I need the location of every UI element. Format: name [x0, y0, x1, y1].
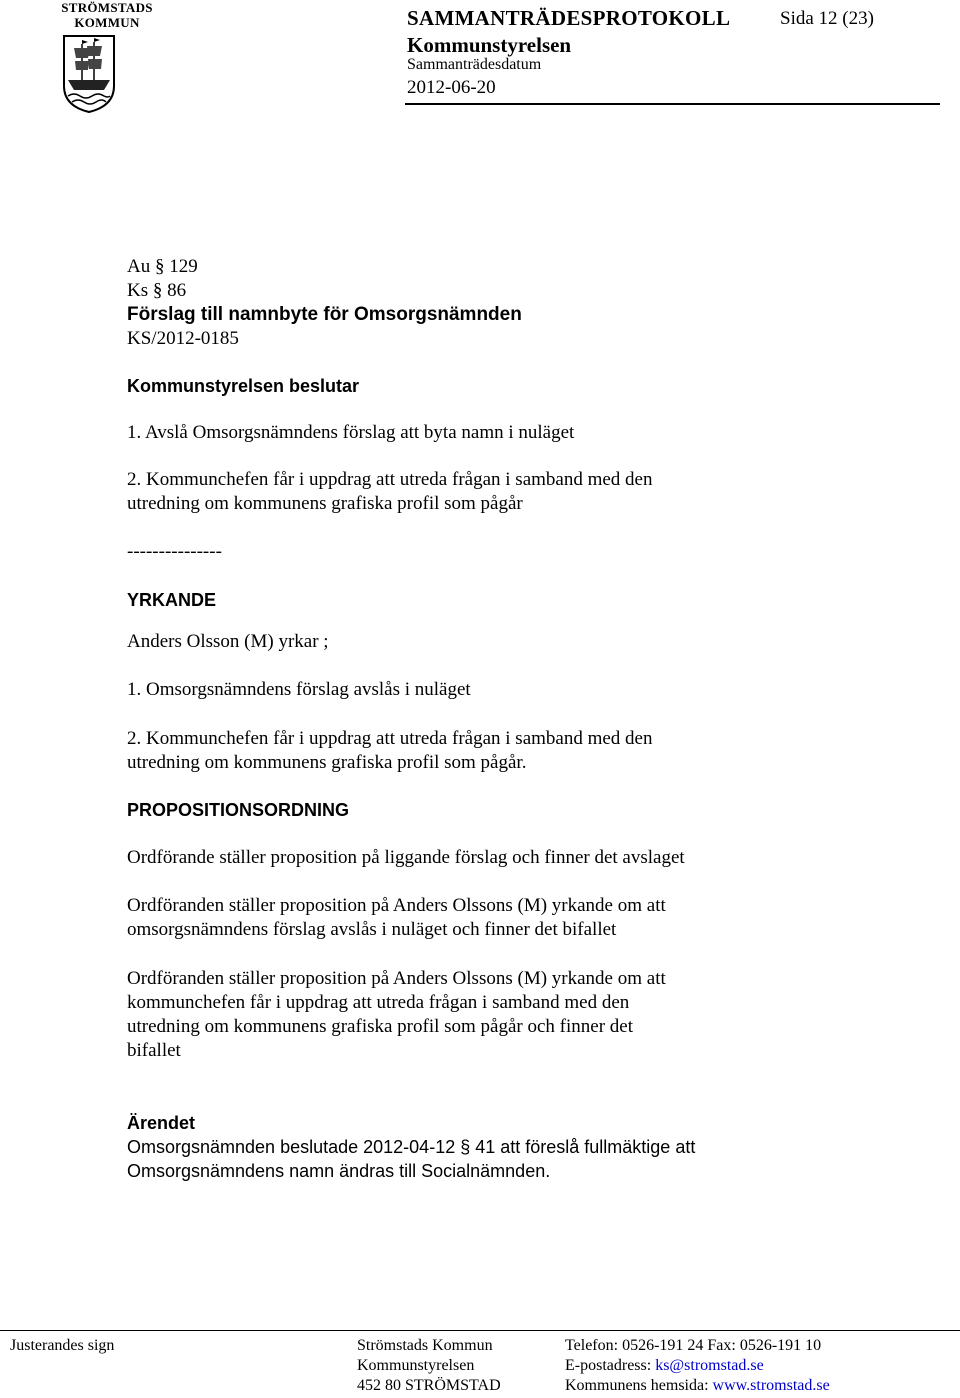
header-divider: [405, 103, 940, 105]
yrkande-item-2-line-1: 2. Kommunchefen får i uppdrag att utreda frågan i samband med den: [127, 728, 653, 749]
page-number: Sida 12 (23): [780, 8, 874, 29]
proposition-heading: PROPOSITIONSORDNING: [127, 800, 350, 820]
matter-title: Förslag till namnbyte för Omsorgsnämnden: [127, 304, 522, 325]
decision-item-2-line-2: utredning om kommunens grafiska profil som pågår: [127, 493, 523, 514]
arendet-line-1: Omsorgsnämnden beslutade 2012-04-12 § 41 att föreslå fullmäktige att: [127, 1137, 696, 1157]
meeting-date: 2012-06-20: [407, 77, 496, 98]
footer-divider: [0, 1330, 960, 1331]
website-link[interactable]: www.stromstad.se: [712, 1377, 830, 1394]
organ-name: Kommunstyrelsen: [407, 33, 572, 57]
footer-web: [565, 1376, 830, 1396]
proposition-3-line-2: kommunchefen får i uppdrag att utreda frågan i samband med den: [127, 992, 630, 1013]
ks-paragraph-number: Ks § 86: [127, 280, 187, 301]
ship-crest-icon: [62, 34, 116, 114]
footer-sign: Justerandes sign: [10, 1337, 115, 1354]
proposition-2-line-2: omsorgsnämndens förslag avslås i nuläget och finner det bifallet: [127, 919, 617, 940]
footer-address-1: Strömstads Kommun: [357, 1337, 493, 1354]
separator-line: ---------------: [127, 541, 222, 562]
footer-address-2: Kommunstyrelsen: [357, 1357, 475, 1374]
meeting-date-label: Sammanträdesdatum: [407, 56, 542, 73]
proposition-3-line-3: utredning om kommunens grafiska profil som pågår och finner det: [127, 1016, 634, 1037]
proposition-3-line-1: Ordföranden ställer proposition på Anders Olssons (M) yrkande om att: [127, 968, 666, 989]
document-type-title: SAMMANTRÄDESPROTOKOLL: [407, 6, 731, 30]
proposition-2-line-1: Ordföranden ställer proposition på Anders Olssons (M) yrkande om att: [127, 895, 666, 916]
decision-heading: Kommunstyrelsen beslutar: [127, 376, 360, 396]
proposition-3-line-4: bifallet: [127, 1040, 181, 1061]
decision-item-1: 1. Avslå Omsorgsnämndens förslag att byta namn i nuläget: [127, 422, 575, 443]
footer-web-label: Kommunens hemsida:: [565, 1377, 713, 1394]
case-number: KS/2012-0185: [127, 328, 239, 349]
municipality-logo-text: [52, 0, 162, 30]
decision-item-2-line-1: 2. Kommunchefen får i uppdrag att utreda frågan i samband med den: [127, 469, 653, 490]
yrkande-intro: Anders Olsson (M) yrkar ;: [127, 631, 329, 652]
arendet-line-2: Omsorgsnämndens namn ändras till Socialnämnden.: [127, 1161, 551, 1181]
yrkande-item-2-line-2: utredning om kommunens grafiska profil som pågår.: [127, 752, 527, 773]
footer-address-3: 452 80 STRÖMSTAD: [357, 1377, 501, 1394]
footer-phone: Telefon: 0526-191 24 Fax: 0526-191 10: [565, 1337, 822, 1354]
arendet-heading: Ärendet: [127, 1113, 196, 1133]
logo-line-1: STRÖMSTADS: [61, 0, 153, 15]
proposition-1: Ordförande ställer proposition på liggande förslag och finner det avslaget: [127, 847, 685, 868]
email-link[interactable]: ks@stromstad.se: [655, 1357, 764, 1374]
au-paragraph-number: Au § 129: [127, 256, 198, 277]
yrkande-item-1: 1. Omsorgsnämndens förslag avslås i nuläget: [127, 679, 471, 700]
footer-email: [565, 1356, 764, 1376]
yrkande-heading: YRKANDE: [127, 590, 217, 610]
logo-line-2: KOMMUN: [74, 15, 140, 30]
footer-email-label: E-postadress:: [565, 1357, 656, 1374]
